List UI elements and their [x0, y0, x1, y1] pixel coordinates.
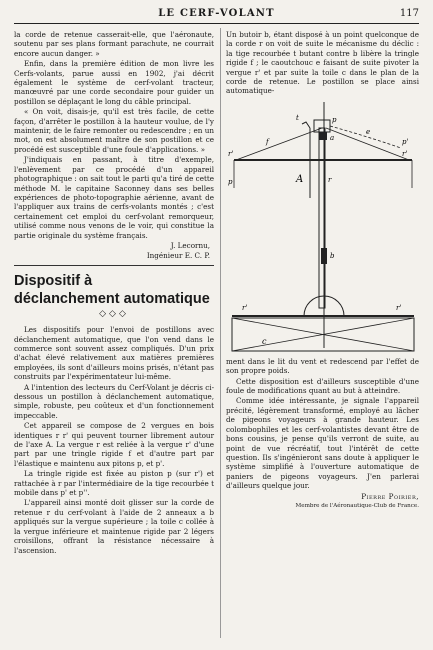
- label-r-prime-lower-left: r': [242, 303, 248, 312]
- label-a: a: [330, 133, 335, 142]
- paragraph: ment dans le lit du vent et redescend par l'effet de son propre poids.: [226, 356, 419, 376]
- article-heading: [14, 272, 214, 308]
- label-p-prime: p': [402, 137, 409, 146]
- label-t: t: [296, 113, 299, 122]
- ornament: ◇◇◇: [99, 308, 129, 319]
- paragraph: La tringle rigide est fixée au piston p (sur r') et rattachée à r par l'intermédiaire de la tige recourbée t mobile dans p' et p''.: [14, 469, 214, 498]
- postillon-figure: [226, 98, 419, 353]
- label-r: r: [328, 175, 332, 184]
- ring-a: [319, 132, 327, 140]
- label-f: f: [266, 137, 269, 146]
- author-title: Ingénieur E. C. P.: [146, 251, 210, 261]
- journal-title: LE CERF-VOLANT: [158, 8, 275, 19]
- paragraph: Les dispositifs pour l'envoi de postillons avec déclanchement automatique, que l'on vend dans le commerce sont souvent assez compliqués. D'un prix d'achat élevé relativement aux matières premières employées, ils sont d'ailleurs moins prisés, n'étant pas construits par l'expérimentateur lui-même.: [14, 325, 214, 382]
- page-number: 117: [399, 8, 419, 19]
- paragraph: Comme idée intéressante, je signale l'appareil précité, légèrement transformé, employé au lâcher de pigeons voyageurs à grande hauteur. Les colombophiles et les cerf-volantistes devant être de bons cousins, je pense qu'ils verront de suite, au point de vue récréatif, tout l'intérêt de cette question. Ils s'ingénieront sans doute à appliquer le système simplifié à l'ouverture automatique de paniers de pigeons voyageurs. J'en parlerai d'ailleurs quelque jour.: [226, 396, 419, 491]
- running-header: [14, 5, 419, 24]
- right-column: [226, 30, 419, 511]
- postillon-diagram: [226, 98, 419, 353]
- label-c: c: [262, 336, 267, 346]
- paragraph: « On voit, disais-je, qu'il est très facile, de cette façon, d'arrêter le postillon à la hauteur voulue, de l'y maintenir, de le faire remonter ou redescendre ; en un mot, on est absolument maître de son postillon et ce procédé est susceptible d'une foule d'applications. »: [14, 107, 214, 154]
- section-rule: [14, 265, 214, 266]
- left-column: [14, 30, 214, 556]
- heading-line-2: déclanchement automatique: [14, 290, 210, 307]
- heading-line-1: Dispositif à: [14, 272, 93, 289]
- rod-t: [302, 122, 310, 128]
- paragraph: la corde de retenue casserait-elle, que l'aéronaute, soutenu par ses plans formant parachute, ne courrait encore aucun danger. »: [14, 30, 214, 58]
- label-r-prime-lower-right: r': [396, 303, 402, 312]
- stop-b: [321, 248, 327, 264]
- label-e: e: [366, 127, 371, 136]
- label-p-left: p: [228, 177, 233, 186]
- label-r-prime-left: r': [228, 149, 234, 158]
- paragraph: J'indiquais en passant, à titre d'exemple, l'enlèvement par ce procédé d'un appareil photographique : on sait tout le parti qu'a tiré de cette méthode M. le capitaine Saconney dans ses belles expériences de photo-topographie aérienne, avant de l'appliquer aux trains de cerfs-volants montés ; c'est certainement cet emploi du cerf-volant remorqueur, utilisé comme nous venons de le voir, qui constitue la partie originale du système français.: [14, 155, 214, 240]
- author-signature: Pierre Poirier,: [361, 491, 419, 501]
- paragraph: Un butoir b, étant disposé à un point quelconque de la corde r on voit de suite le mécanisme du déclic : la tige recourbée t butant contre b libère la tringle rigide f ; le caoutchouc e faisant de suite pivoter la vergue r' et par suite la toile c dans le plan de la corde de retenue. Le postillon se place ainsi automatique-: [226, 30, 419, 96]
- label-r-prime-right: r': [402, 149, 408, 158]
- author-name: J. Lecornu,: [170, 240, 210, 250]
- paragraph: Enfin, dans la première édition de mon livre les Cerfs-volants, parue aussi en 1902, j'ai décrit également le système de cerf-volant tracteur, manœuvré par une corde secondaire pour guider un postillon se déplaçant le long du câble principal.: [14, 59, 214, 106]
- label-b: b: [330, 251, 335, 260]
- label-p: p: [332, 115, 337, 124]
- paragraph: Cet appareil se compose de 2 vergues en bois identiques r r' qui peuvent tourner librement autour de l'axe A. La vergue r est reliée à la vergue r' d'une part par une tringle rigide f et d'autre part par l'élastique e maintenu aux pitons p, et p'.: [14, 421, 214, 468]
- paragraph: L'appareil ainsi monté doit glisser sur la corde de retenue r du cerf-volant à l'aide de 2 anneaux a b appliqués sur la vergue supérieure ; la toile c collée à la vergue inférieure et maintenue rigide par 2 légers croisillons, offrant la résistance nécessaire à l'ascension.: [14, 498, 214, 555]
- paragraph: A l'intention des lecteurs du Cerf-Volant je décris ci-dessous un postillon à déclanchement automatique, simple, robuste, peu coûteux et d'un fonctionnement impeccable.: [14, 382, 214, 420]
- author-affiliation: Membre de l'Aéronautique-Club de France.: [295, 502, 419, 509]
- column-divider: [220, 28, 221, 638]
- paragraph: Cette disposition est d'ailleurs susceptible d'une foule de modifications quant au but à atteindre.: [226, 376, 419, 396]
- label-A: A: [296, 173, 304, 185]
- stay-left: [236, 128, 322, 160]
